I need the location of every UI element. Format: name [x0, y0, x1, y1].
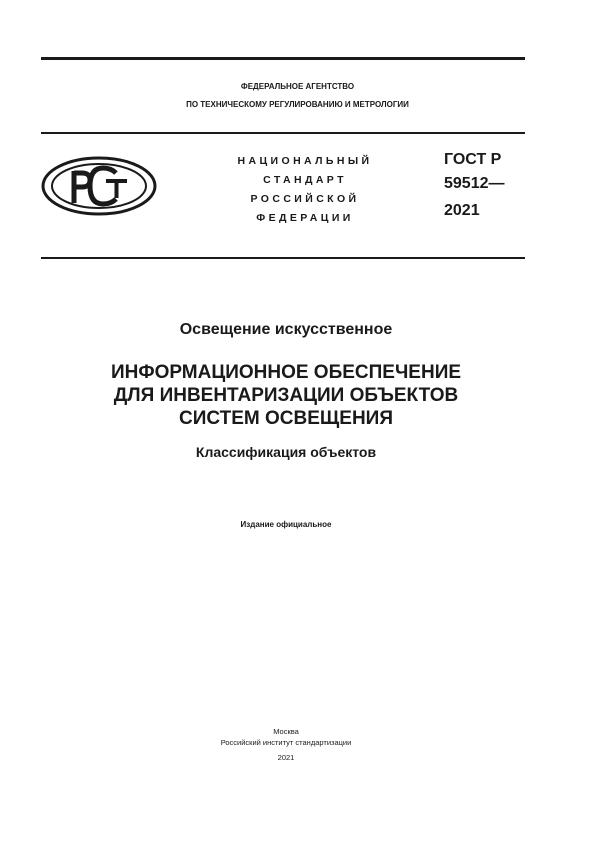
standard-designation-prefix: ГОСТ Р — [444, 151, 502, 168]
standard-designation-number: 59512— — [444, 175, 505, 192]
imprint-year: 2021 — [277, 753, 295, 762]
imprint-city: Москва — [273, 727, 299, 736]
national-standard-line-2: СТАНДАРТ — [263, 174, 347, 186]
top-rule — [41, 57, 525, 60]
edition-note: Издание официальное — [240, 520, 332, 529]
standard-designation-year: 2021 — [444, 202, 480, 219]
section-rule — [41, 257, 525, 259]
rst-certification-mark-icon — [41, 156, 157, 216]
national-standard-line-3: РОССИЙСКОЙ — [250, 193, 360, 205]
document-subtitle: Классификация объектов — [195, 444, 377, 460]
agency-name-line-2: ПО ТЕХНИЧЕСКОМУ РЕГУЛИРОВАНИЮ И МЕТРОЛОГИИ — [186, 100, 409, 109]
imprint-publisher: Российский институт стандартизации — [220, 738, 352, 747]
document-subject: Освещение искусственное — [179, 321, 393, 338]
national-standard-line-4: ФЕДЕРАЦИИ — [256, 212, 354, 224]
national-standard-line-1: НАЦИОНАЛЬНЫЙ — [237, 155, 373, 167]
document-title-line-2: ДЛЯ ИНВЕНТАРИЗАЦИИ ОБЪЕКТОВ — [113, 385, 459, 406]
header-rule — [41, 132, 525, 134]
agency-name-line-1: ФЕДЕРАЛЬНОЕ АГЕНТСТВО — [240, 82, 355, 91]
document-title-line-1: ИНФОРМАЦИОННОЕ ОБЕСПЕЧЕНИЕ — [110, 362, 462, 383]
document-title-line-3: СИСТЕМ ОСВЕЩЕНИЯ — [179, 408, 393, 429]
